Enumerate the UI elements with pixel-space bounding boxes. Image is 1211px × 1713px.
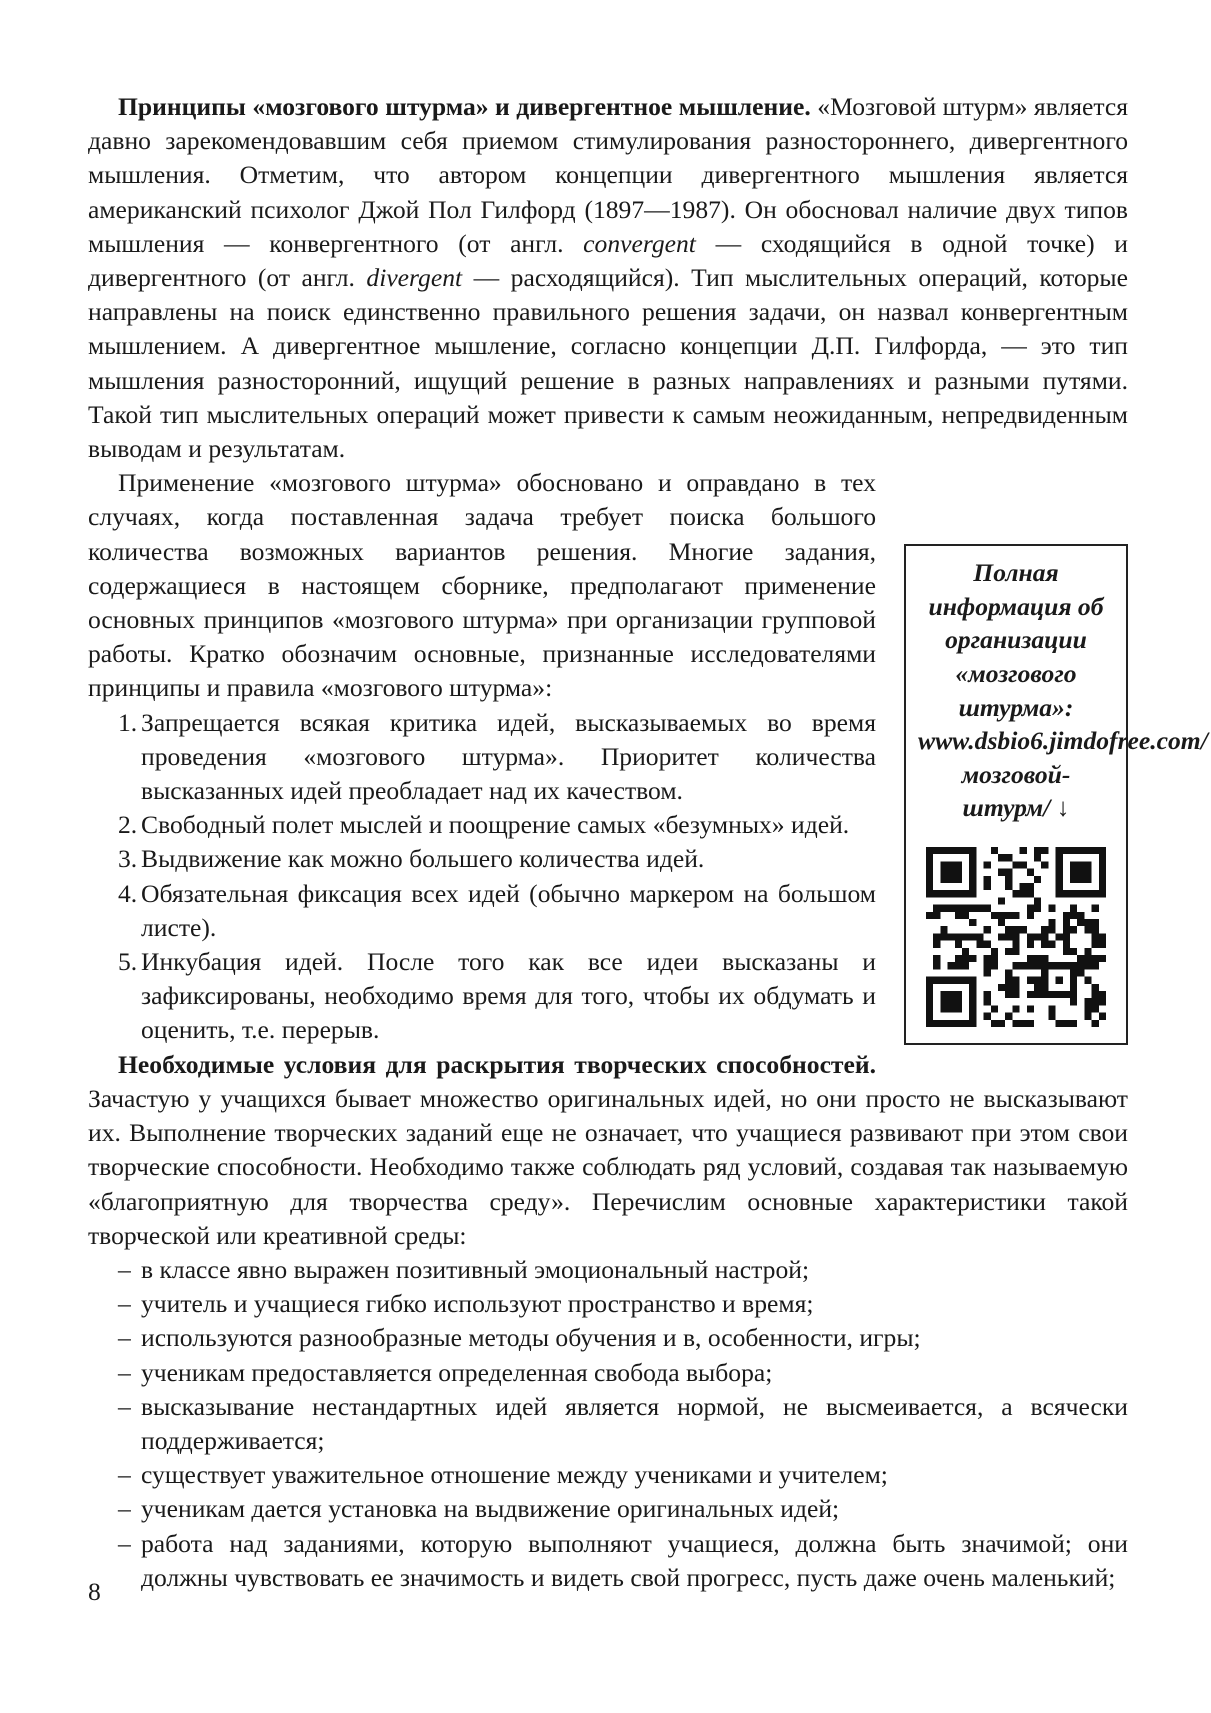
condition-item xyxy=(88,1458,1128,1492)
rule-text: Инкубация идей. После того как все идеи высказаны и зафиксированы, необходимо время для того, чтобы их обдумать и оценить, т.е. перерыв. xyxy=(141,947,876,1045)
dash-bullet: – xyxy=(118,1254,131,1284)
section2-heading: Необходимые условия для раскрытия творческих способностей. xyxy=(118,1049,876,1079)
condition-item xyxy=(88,1356,1128,1390)
dash-bullet: – xyxy=(118,1460,131,1490)
term-divergent: divergent xyxy=(366,263,463,293)
rule-item xyxy=(88,842,1128,876)
rule-item xyxy=(88,945,1128,1048)
rule-item xyxy=(88,808,1128,842)
rule-text: Обязательная фиксация всех идей (обычно маркером на большом листе). xyxy=(141,878,876,942)
condition-text: высказывание нестандартных идей является нормой, не высмеивается, а всячески поддерживается; xyxy=(141,1391,1128,1455)
condition-text: используются разнообразные методы обучения и в, особенности, игры; xyxy=(141,1323,921,1353)
page-body xyxy=(88,90,1208,1595)
conditions-list xyxy=(88,1253,1128,1595)
dash-bullet: – xyxy=(118,1323,131,1353)
condition-text: существует уважительное отношение между учениками и учителем; xyxy=(141,1460,888,1490)
rule-item xyxy=(88,877,1128,945)
condition-text: работа над заданиями, которую выполняют учащиеся, должна быть значимой; они должны чувствовать ее значимость и видеть свой прогресс, пусть даже очень маленький; xyxy=(141,1528,1128,1592)
section2-paragraph: Необходимые условия для раскрытия творческих способностей. Зачастую у учащихся бывает множество оригинальных идей, но они просто не высказывают их. Выполнение творческих заданий еще не означает, что учащиеся развивают при этом свои творческие способности. Необходимо также соблюдать ряд условий, создавая так называемую «благоприятную для творчества среду». Перечислим основные характеристики такой творческой или креативной среды: xyxy=(88,1049,1128,1250)
page-number: 8 xyxy=(88,1577,101,1606)
sidebar-text: Полная информация об организации «мозгового штурма»: www.dsbio6.jimdofree.com/мозговой-штурм/ ↓ xyxy=(918,558,1208,823)
rule-number: 2. xyxy=(118,810,138,840)
dash-bullet: – xyxy=(118,1357,131,1387)
term-convergent: convergent xyxy=(583,228,696,258)
dash-bullet: – xyxy=(118,1391,131,1421)
rule-number: 3. xyxy=(118,844,138,874)
dash-bullet: – xyxy=(118,1528,131,1558)
rule-text: Выдвижение как можно большего количества идей. xyxy=(141,844,705,874)
section1-heading: Принципы «мозгового штурма» и дивергентное мышление. xyxy=(118,92,811,121)
condition-item xyxy=(88,1390,1128,1458)
dash-bullet: – xyxy=(118,1289,131,1319)
rule-number: 4. xyxy=(118,878,138,908)
rules-list xyxy=(88,706,1128,1048)
condition-text: в классе явно выражен позитивный эмоциональный настрой; xyxy=(141,1254,810,1284)
condition-item xyxy=(88,1492,1128,1526)
condition-text: учитель и учащиеся гибко используют пространство и время; xyxy=(141,1289,814,1319)
rule-item xyxy=(88,706,1128,809)
rule-text: Запрещается всякая критика идей, высказываемых во время проведения «мозгового штурма». Приоритет количества высказанных идей преобладает над их качеством. xyxy=(141,707,876,806)
paragraph-brainstorm-application: Применение «мозгового штурма» обосновано и оправдано в тех случаях, когда поставленная задача требует поиска большого количества возможных вариантов решения. Многие задания, содержащиеся в настоящем сборнике, предполагают применение основных принципов «мозгового штурма» при организации групповой работы. Кратко обозначим основные, признанные исследователями принципы и правила «мозгового штурма»: xyxy=(88,468,876,703)
condition-item xyxy=(88,1287,1128,1321)
dash-bullet: – xyxy=(118,1494,131,1524)
condition-text: ученикам предоставляется определенная свобода выбора; xyxy=(141,1357,773,1387)
condition-item xyxy=(88,1253,1128,1287)
condition-text: ученикам дается установка на выдвижение оригинальных идей; xyxy=(141,1494,840,1524)
rule-number: 1. xyxy=(118,707,138,737)
condition-item xyxy=(88,1321,1128,1355)
rule-number: 5. xyxy=(118,947,138,977)
condition-item xyxy=(88,1527,1128,1595)
rule-text: Свободный полет мыслей и поощрение самых «безумных» идей. xyxy=(141,810,850,840)
section1-paragraph: Принципы «мозгового штурма» и дивергентное мышление. «Мозговой штурм» является давно зарекомендовавшим себя приемом стимулирования разностороннего, дивергентного мышления. Отметим, что автором концепции дивергентного мышления является американский психолог Джой Пол Гилфорд (1897—1987). Он обосновал наличие двух типов мышления — конвергентного (от англ. convergent — сходящийся в одной точке) и дивергентного (от англ. divergent — расходящийся). Тип мыслительных операций, которые направлены на поиск единственно правильного решения задачи, он назвал конвергентным мышлением. А дивергентное мышление, согласно концепции Д.П. Гилфорда, — это тип мышления разносторонний, ищущий решение в разных направлениях и разными путями. Такой тип мыслительных операций может привести к самым неожиданным, непредвиденным выводам и результатам. xyxy=(88,92,1128,464)
